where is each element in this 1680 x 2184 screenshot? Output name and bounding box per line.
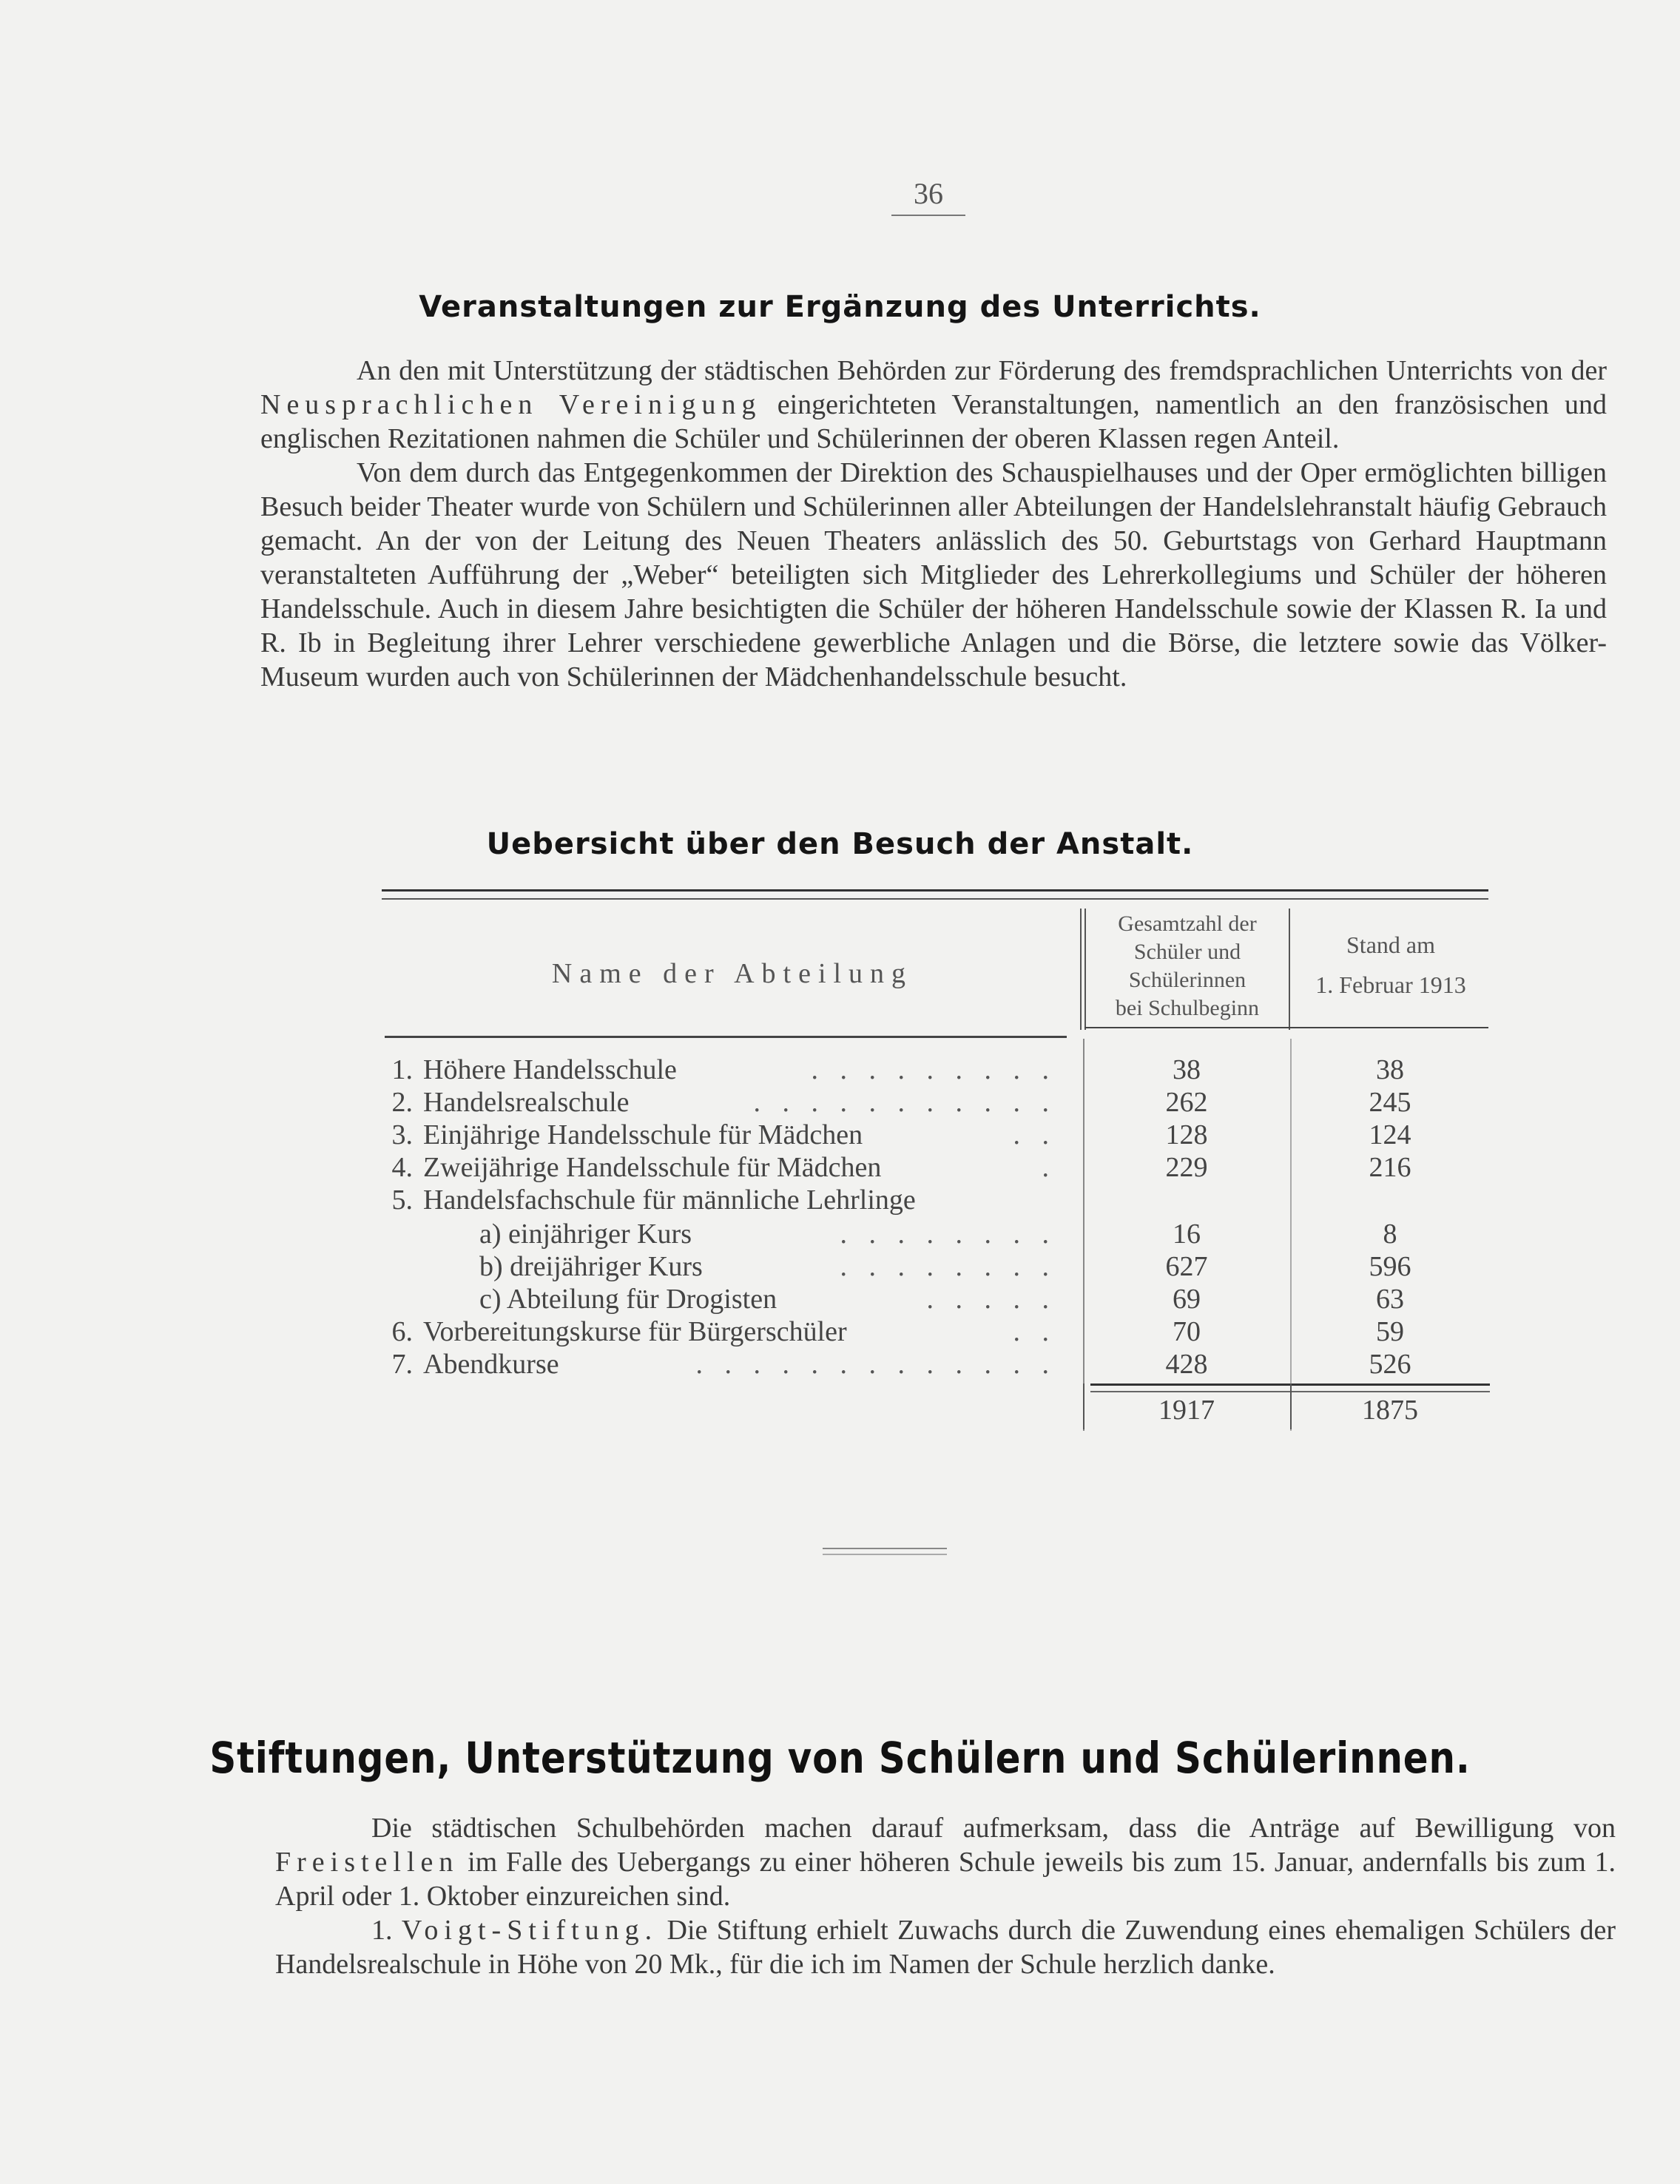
section-body-veranstaltungen: [260, 354, 1607, 694]
sum-total: 1917: [1158, 1395, 1215, 1426]
table-row: a) einjähriger Kurs . . . . . . . . 16 8: [479, 1219, 1397, 1250]
paragraph-freistellen: Die städtischen Schulbehörden machen darauf aufmerksam, dass die Anträge auf Bewilligung von Freistellen im Falle des Uebergangs zu einer höheren Schule jeweils bis zum 15. Januar, andernfalls bis zum 1. April oder 1. Oktober einzureichen sind.: [275, 1813, 1616, 1912]
header-bottom-rule: [385, 1036, 1067, 1038]
table-row: 5. Handelsfachschule für männliche Lehrlinge: [391, 1184, 916, 1216]
header-bottom-rule: [1084, 1027, 1488, 1028]
column-header-name: Name der Abteilung: [551, 958, 914, 989]
spaced-term-voigt-stiftung: Voigt-Stiftung.: [401, 1915, 658, 1946]
table-row: 6. Vorbereitungskurse für Bürgerschüler . . 70 59: [391, 1316, 1404, 1347]
page-number: 36: [914, 177, 943, 210]
section-body-stiftungen: [275, 1811, 1616, 1981]
page-number-underline: [891, 215, 965, 216]
paragraph-voigt-stiftung: 1. Voigt-Stiftung. Die Stiftung erhielt Zuwachs durch die Zuwendung eines ehemaligen Schülers der Handelsrealschule in Höhe von 20 Mk., für die ich im Namen der Schule herzlich danke.: [275, 1915, 1616, 1980]
paragraph-theater: Von dem durch das Entgegenkommen der Direktion des Schauspielhauses und der Oper ermöglichten billigen Besuch beider Theater wurde von Schülern und Schülerinnen aller Abteilungen der Handelslehranstalt häufig Gebrauch gemacht. An der von der Leitung des Neuen Theaters anlässlich des 50. Geburtstags von Gerhard Hauptmann veranstalteten Aufführung der „Weber“ beteiligten sich Mitglieder des Lehrerkollegiums und Schüler der höheren Handelsschule. Auch in diesem Jahre besichtigten die Schüler der höheren Handelsschule sowie der Klassen R. Ia und R. Ib in Begleitung ihrer Lehrer verschiedene gewerbliche Anlagen und die Börse, die letztere sowie das Völker-Museum wurden auch von Schülerinnen der Mädchenhandelsschule besucht.: [260, 457, 1607, 692]
table-row: b) dreijähriger Kurs . . . . . . . . 627 596: [479, 1251, 1411, 1282]
header-divider: [1080, 909, 1082, 1030]
table-row: 1. Höhere Handelsschule . . . . . . . . . 38 38: [391, 1054, 1404, 1085]
sum-stand: 1875: [1362, 1395, 1418, 1426]
spaced-term-vereinigung: Neusprachlichen Vereinigung: [260, 389, 762, 420]
section-title-veranstaltungen: Veranstaltungen zur Ergänzung des Unterrichts.: [419, 290, 1261, 324]
section-title-uebersicht: Uebersicht über den Besuch der Anstalt.: [486, 827, 1194, 861]
table-top-rule-inner: [382, 898, 1488, 900]
table-row: 3. Einjährige Handelsschule für Mädchen . . 128 124: [391, 1119, 1411, 1150]
table-row: 2. Handelsrealschule . . . . . . . . . . . 262 245: [391, 1087, 1411, 1118]
paragraph-rezitationen: An den mit Unterstützung der städtischen Behörden zur Förderung des fremdsprachlichen Unterrichts von der Neusprachlichen Vereinigung eingerichteten Veranstaltungen, namentlich an den französischen und englischen Rezitationen nahmen die Schüler und Schülerinnen der oberen Klassen regen Anteil.: [260, 355, 1607, 454]
table-top-rule: [382, 889, 1488, 892]
table-row: 7. Abendkurse . . . . . . . . . . . . . 428 526: [391, 1349, 1411, 1380]
column-header-total: Gesamtzahl der Schüler und Schülerinnen bei Schulbeginn: [1115, 911, 1260, 1020]
section-separator: [823, 1548, 947, 1549]
section-title-stiftungen: Stiftungen, Unterstützung von Schülern und Schülerinnen.: [209, 1733, 1471, 1783]
spaced-term-freistellen: Freistellen: [275, 1847, 459, 1878]
section-separator: [823, 1554, 947, 1555]
column-header-stand: Stand am 1. Februar 1913: [1315, 931, 1466, 998]
table-row: 4. Zweijährige Handelsschule für Mädchen . 229 216: [391, 1152, 1411, 1183]
table-row: c) Abteilung für Drogisten . . . . . 69 63: [479, 1284, 1404, 1315]
header-divider: [1289, 909, 1290, 1030]
